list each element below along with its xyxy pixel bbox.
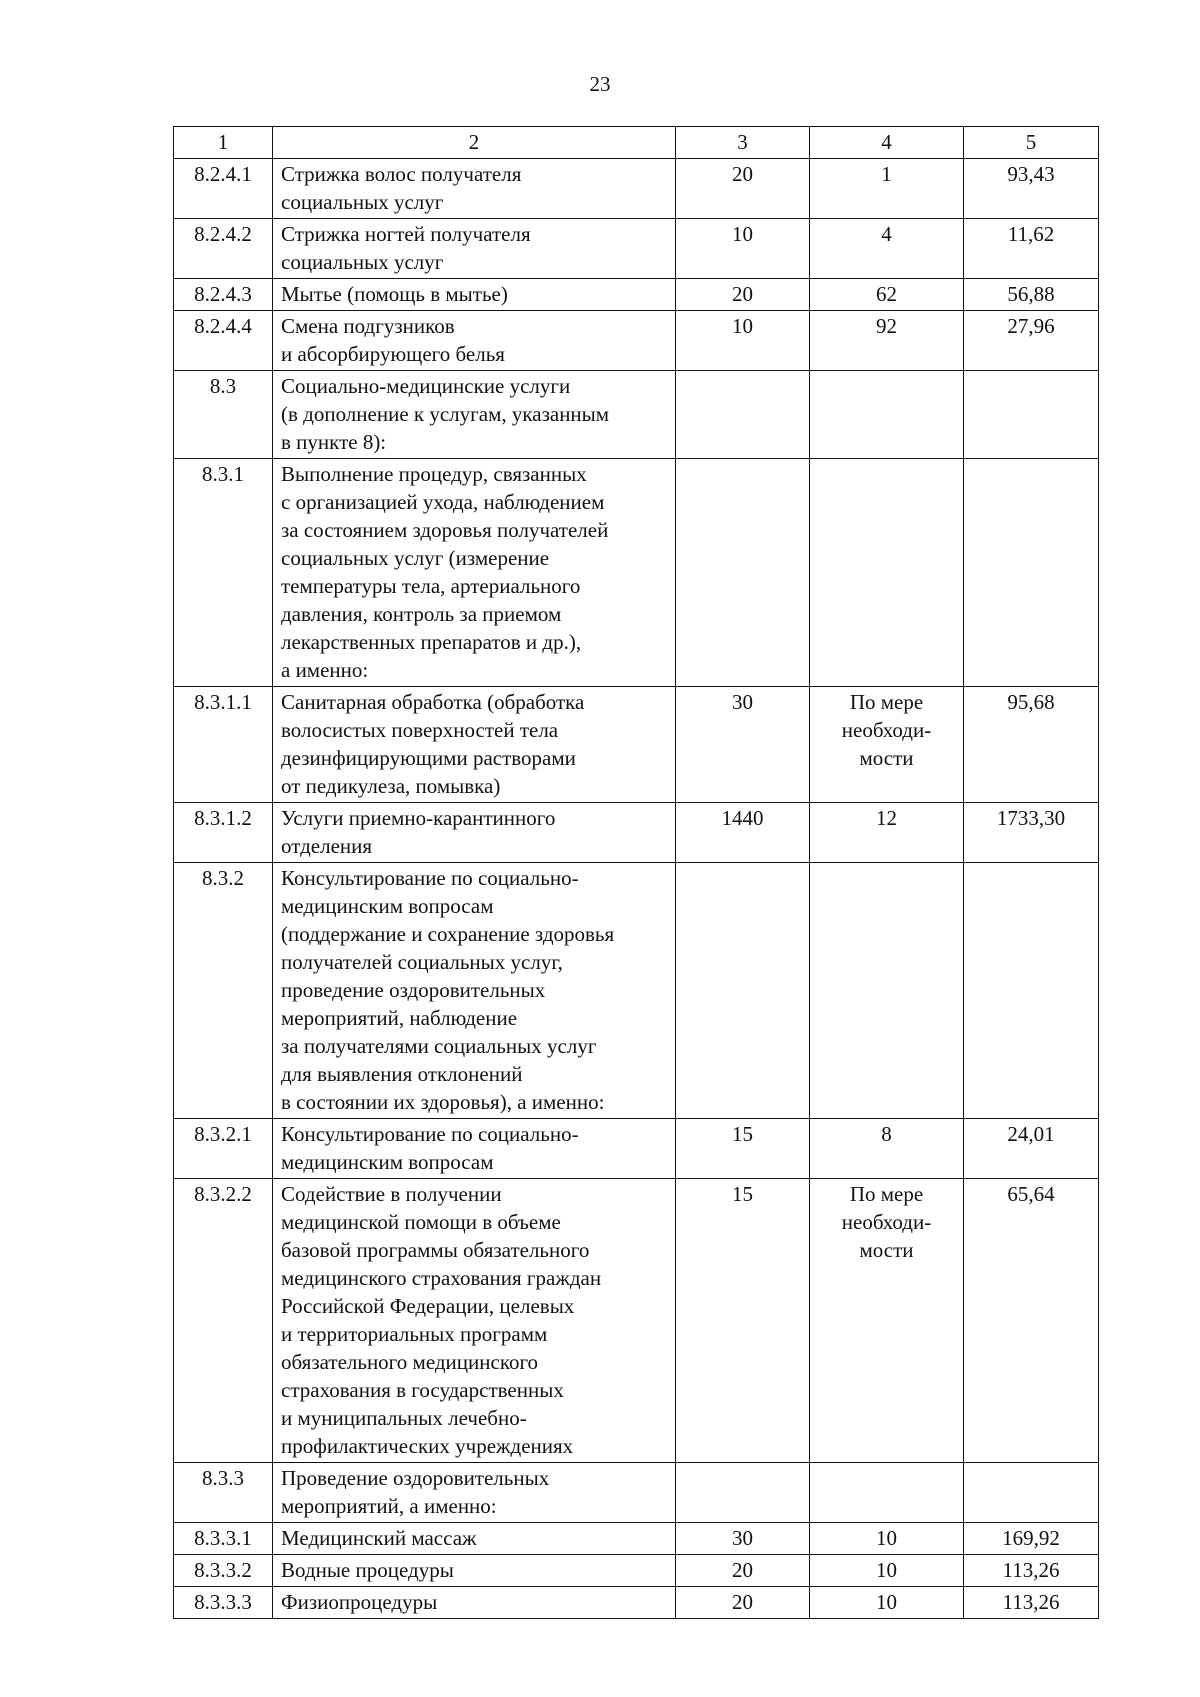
column-5-value: 11,62 xyxy=(964,219,1099,279)
column-3-value xyxy=(676,459,810,687)
item-number: 8.3.3 xyxy=(174,1463,273,1523)
description-line: Медицинский массаж xyxy=(281,1526,477,1550)
column-header-2: 2 xyxy=(273,127,676,159)
description-line: с организацией ухода, наблюдением xyxy=(281,490,605,514)
description-line: обязательного медицинского xyxy=(281,1350,539,1374)
column-3-value xyxy=(676,863,810,1119)
column-4-value xyxy=(810,459,964,687)
description-line: лекарственных препаратов и др.), xyxy=(281,630,582,654)
description-line: температуры тела, артериального xyxy=(281,574,581,598)
column-5-value: 24,01 xyxy=(964,1119,1099,1179)
column-3-value: 15 xyxy=(676,1179,810,1463)
column-5-value xyxy=(964,1463,1099,1523)
column-5-value: 56,88 xyxy=(964,279,1099,311)
service-description xyxy=(273,159,676,219)
column-3-value xyxy=(676,1463,810,1523)
description-line: давления, контроль за приемом xyxy=(281,602,562,626)
table-row xyxy=(174,1587,1099,1619)
column-5-value: 27,96 xyxy=(964,311,1099,371)
column-5-value: 169,92 xyxy=(964,1523,1099,1555)
table-row xyxy=(174,279,1099,311)
description-line: от педикулеза, помывка) xyxy=(281,774,501,798)
service-description xyxy=(273,279,676,311)
column-3-value: 20 xyxy=(676,159,810,219)
service-description xyxy=(273,459,676,687)
column-4-line: необходи- xyxy=(841,1210,932,1234)
item-number: 8.3.1.2 xyxy=(174,803,273,863)
service-description xyxy=(273,863,676,1119)
column-4-value xyxy=(810,863,964,1119)
description-line: социальных услуг xyxy=(281,250,444,274)
column-4-line: 10 xyxy=(876,1526,897,1550)
description-line: проведение оздоровительных xyxy=(281,978,546,1002)
table-row xyxy=(174,863,1099,1119)
description-line: мероприятий, наблюдение xyxy=(281,1006,518,1030)
column-header-1: 1 xyxy=(174,127,273,159)
description-line: (в дополнение к услугам, указанным xyxy=(281,402,610,426)
column-4-value xyxy=(810,1523,964,1555)
service-description xyxy=(273,1179,676,1463)
column-4-line: необходи- xyxy=(841,718,932,742)
description-line: за получателями социальных услуг xyxy=(281,1034,597,1058)
description-line: а именно: xyxy=(281,658,369,682)
table-row xyxy=(174,1555,1099,1587)
item-number: 8.3.3.3 xyxy=(174,1587,273,1619)
description-line: медицинским вопросам xyxy=(281,894,494,918)
column-4-line: 62 xyxy=(876,282,897,306)
service-description xyxy=(273,1463,676,1523)
description-line: Услуги приемно-карантинного xyxy=(281,806,556,830)
description-line: для выявления отклонений xyxy=(281,1062,523,1086)
column-3-value: 10 xyxy=(676,311,810,371)
table-header xyxy=(174,127,1099,159)
service-description xyxy=(273,371,676,459)
description-line: социальных услуг xyxy=(281,190,444,214)
description-line: волосистых поверхностей тела xyxy=(281,718,559,742)
column-5-value xyxy=(964,863,1099,1119)
description-line: Смена подгузников xyxy=(281,314,455,338)
table-row xyxy=(174,687,1099,803)
header-row xyxy=(174,127,1099,159)
description-line: медицинским вопросам xyxy=(281,1150,494,1174)
column-4-line: По мере xyxy=(849,690,924,714)
table-row xyxy=(174,1179,1099,1463)
table-row xyxy=(174,459,1099,687)
column-5-value: 113,26 xyxy=(964,1555,1099,1587)
column-header-4: 4 xyxy=(810,127,964,159)
column-4-line: 92 xyxy=(876,314,897,338)
table-body xyxy=(174,159,1099,1619)
column-3-value: 1440 xyxy=(676,803,810,863)
description-line: Мытье (помощь в мытье) xyxy=(281,282,508,306)
description-line: Российской Федерации, целевых xyxy=(281,1294,575,1318)
column-5-value: 1733,30 xyxy=(964,803,1099,863)
description-line: мероприятий, а именно: xyxy=(281,1494,497,1518)
table-row xyxy=(174,803,1099,863)
description-line: дезинфицирующими растворами xyxy=(281,746,576,770)
item-number: 8.3.3.1 xyxy=(174,1523,273,1555)
column-3-value: 30 xyxy=(676,687,810,803)
description-line: и абсорбирующего белья xyxy=(281,342,505,366)
description-line: Социально-медицинские услуги xyxy=(281,374,571,398)
description-line: Содействие в получении xyxy=(281,1182,502,1206)
column-4-line: 4 xyxy=(881,222,892,246)
tariff-table xyxy=(173,126,1099,1619)
description-line: базовой программы обязательного xyxy=(281,1238,590,1262)
description-line: в пункте 8): xyxy=(281,430,387,454)
item-number: 8.3.2.2 xyxy=(174,1179,273,1463)
table-row xyxy=(174,1523,1099,1555)
column-4-line: По мере xyxy=(849,1182,924,1206)
column-3-value xyxy=(676,371,810,459)
table-row xyxy=(174,371,1099,459)
description-line: Проведение оздоровительных xyxy=(281,1466,550,1490)
item-number: 8.3.3.2 xyxy=(174,1555,273,1587)
description-line: (поддержание и сохранение здоровья xyxy=(281,922,615,946)
description-line: Стрижка ногтей получателя xyxy=(281,222,531,246)
column-5-value: 65,64 xyxy=(964,1179,1099,1463)
column-3-value: 10 xyxy=(676,219,810,279)
description-line: и муниципальных лечебно- xyxy=(281,1406,527,1430)
description-line: за состоянием здоровья получателей xyxy=(281,518,609,542)
column-header-3: 3 xyxy=(676,127,810,159)
column-4-value xyxy=(810,803,964,863)
description-line: медицинского страхования граждан xyxy=(281,1266,602,1290)
table-row xyxy=(174,311,1099,371)
description-line: профилактических учреждениях xyxy=(281,1434,574,1458)
table-row xyxy=(174,219,1099,279)
column-5-value: 95,68 xyxy=(964,687,1099,803)
description-line: отделения xyxy=(281,834,373,858)
column-4-line: мости xyxy=(859,746,914,770)
table-row xyxy=(174,1463,1099,1523)
column-4-value xyxy=(810,371,964,459)
column-header-5: 5 xyxy=(964,127,1099,159)
description-line: страхования в государственных xyxy=(281,1378,564,1402)
column-4-value xyxy=(810,1555,964,1587)
description-line: в состоянии их здоровья), а именно: xyxy=(281,1090,605,1114)
item-number: 8.2.4.4 xyxy=(174,311,273,371)
table-row xyxy=(174,1119,1099,1179)
column-3-value: 20 xyxy=(676,1555,810,1587)
column-4-line: 8 xyxy=(881,1122,892,1146)
column-4-value xyxy=(810,279,964,311)
description-line: Физиопроцедуры xyxy=(281,1590,438,1614)
description-line: медицинской помощи в объеме xyxy=(281,1210,561,1234)
column-4-value xyxy=(810,219,964,279)
item-number: 8.2.4.2 xyxy=(174,219,273,279)
column-4-line: 10 xyxy=(876,1590,897,1614)
description-line: Водные процедуры xyxy=(281,1558,454,1582)
column-3-value: 20 xyxy=(676,1587,810,1619)
column-4-value xyxy=(810,1587,964,1619)
column-4-line: 1 xyxy=(881,162,892,186)
item-number: 8.2.4.3 xyxy=(174,279,273,311)
column-5-value: 93,43 xyxy=(964,159,1099,219)
description-line: Консультирование по социально- xyxy=(281,866,579,890)
description-line: Санитарная обработка (обработка xyxy=(281,690,585,714)
column-4-value xyxy=(810,159,964,219)
column-4-value xyxy=(810,1463,964,1523)
column-5-value xyxy=(964,371,1099,459)
service-description xyxy=(273,803,676,863)
description-line: и территориальных программ xyxy=(281,1322,548,1346)
column-4-value xyxy=(810,1179,964,1463)
item-number: 8.3.1.1 xyxy=(174,687,273,803)
column-4-value xyxy=(810,687,964,803)
column-4-value xyxy=(810,1119,964,1179)
item-number: 8.2.4.1 xyxy=(174,159,273,219)
description-line: Консультирование по социально- xyxy=(281,1122,579,1146)
item-number: 8.3 xyxy=(174,371,273,459)
page-number: 23 xyxy=(589,72,611,96)
service-description xyxy=(273,1523,676,1555)
item-number: 8.3.2 xyxy=(174,863,273,1119)
item-number: 8.3.1 xyxy=(174,459,273,687)
table-row xyxy=(174,159,1099,219)
service-description xyxy=(273,1587,676,1619)
service-description xyxy=(273,1119,676,1179)
column-5-value: 113,26 xyxy=(964,1587,1099,1619)
column-5-value xyxy=(964,459,1099,687)
service-description xyxy=(273,687,676,803)
description-line: Стрижка волос получателя xyxy=(281,162,522,186)
description-line: социальных услуг (измерение xyxy=(281,546,550,570)
service-description xyxy=(273,311,676,371)
column-3-value: 20 xyxy=(676,279,810,311)
column-3-value: 30 xyxy=(676,1523,810,1555)
column-4-line: 12 xyxy=(876,806,897,830)
service-description xyxy=(273,1555,676,1587)
description-line: Выполнение процедур, связанных xyxy=(281,462,587,486)
column-3-value: 15 xyxy=(676,1119,810,1179)
service-description xyxy=(273,219,676,279)
column-4-line: 10 xyxy=(876,1558,897,1582)
column-4-line: мости xyxy=(859,1238,914,1262)
item-number: 8.3.2.1 xyxy=(174,1119,273,1179)
description-line: получателей социальных услуг, xyxy=(281,950,563,974)
column-4-value xyxy=(810,311,964,371)
